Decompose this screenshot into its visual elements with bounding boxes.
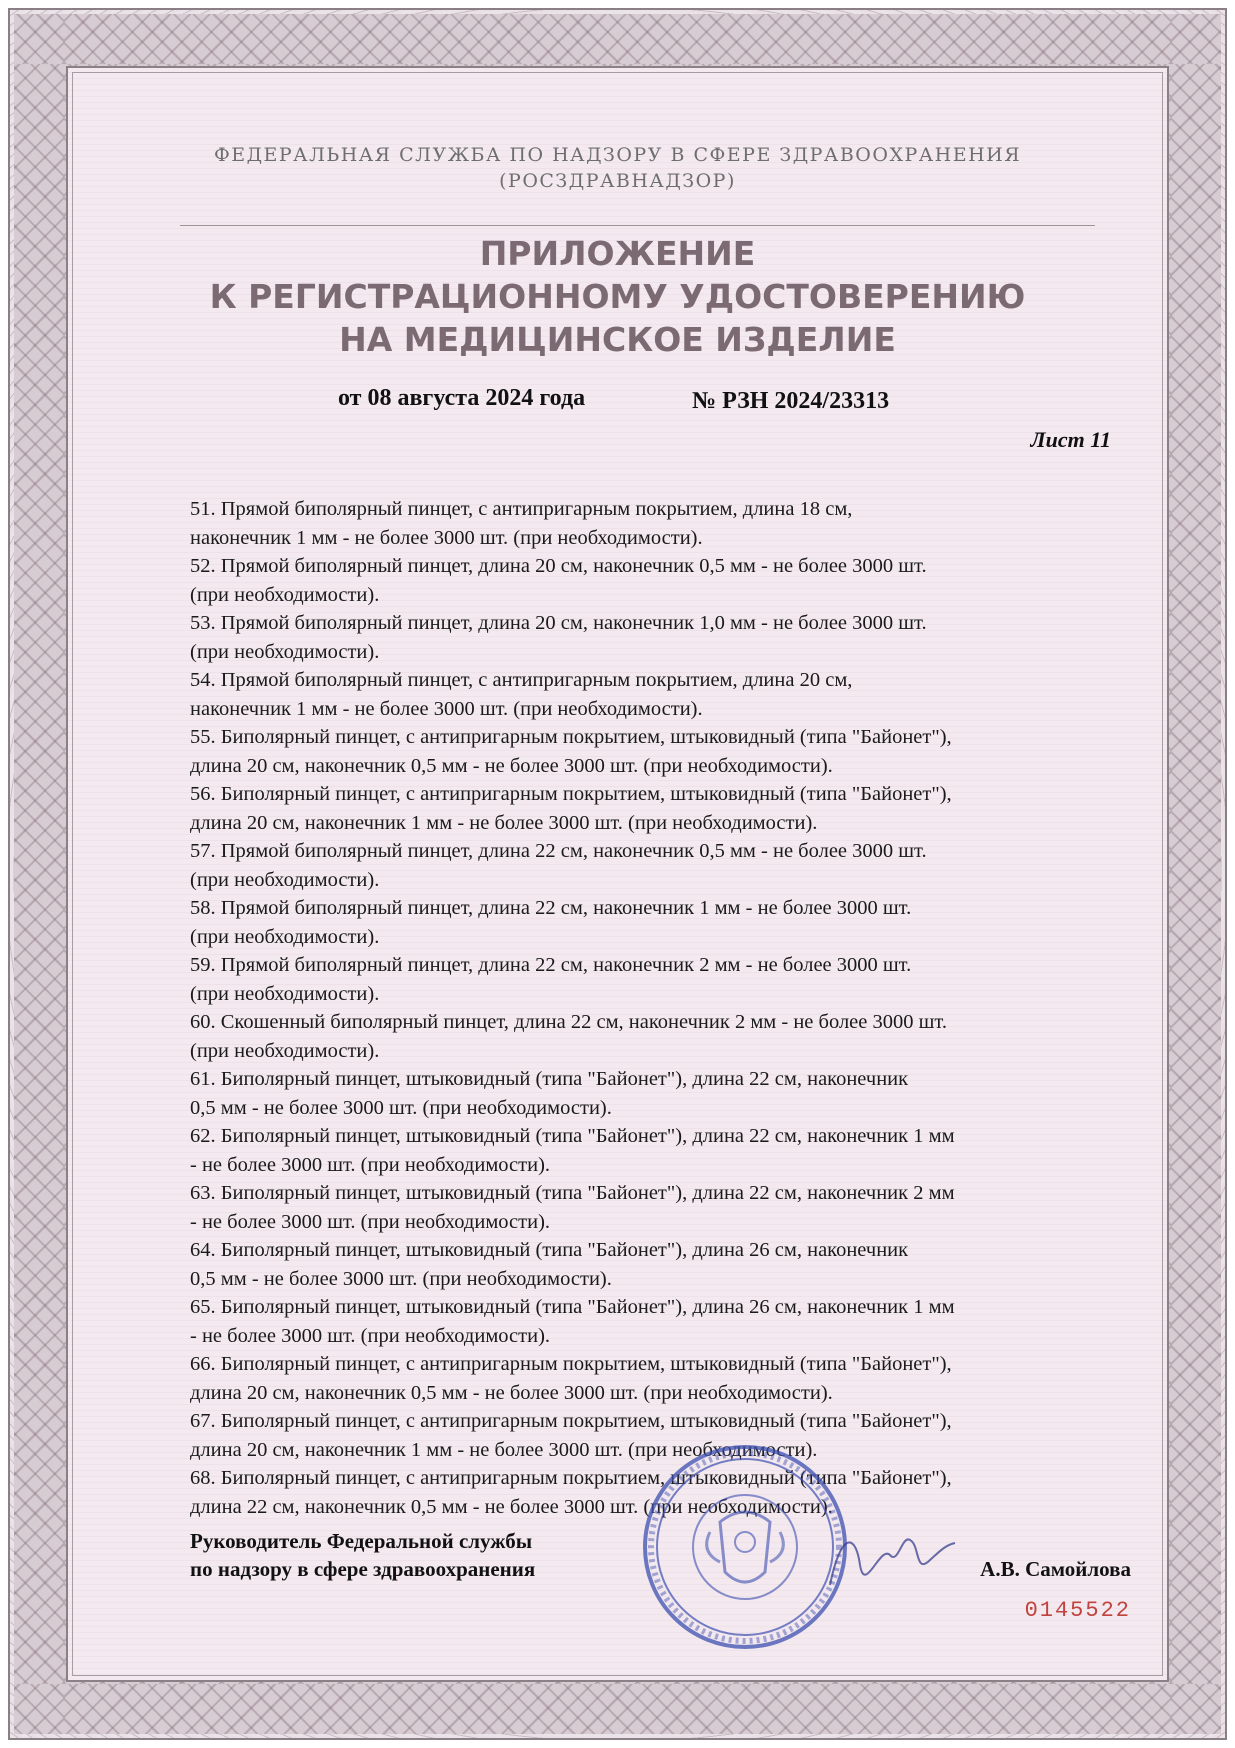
position-line-1: Руководитель Федеральной службы [190,1529,533,1553]
list-item: 54. Прямой биполярный пинцет, с антипригарным покрытием, длина 20 см, наконечник 1 мм - не более 3000 шт. (при необходимости). [190,669,853,720]
position-line-2: по надзору в сфере здравоохранения [190,1557,536,1581]
agency-abbreviation: (РОСЗДРАВНАДЗОР) [499,170,736,192]
agency-header [120,142,1115,194]
list-item: 67. Биполярный пинцет, с антипригарным покрытием, штыковидный (типа "Байонет"), длина 20 см, наконечник 1 мм - не более 3000 шт. (при необходимости). [190,1410,952,1461]
list-item: 57. Прямой биполярный пинцет, длина 22 см, наконечник 0,5 мм - не более 3000 шт. (при необходимости). [190,840,927,891]
device-list [190,495,1125,1521]
registration-number: № РЗН 2024/23313 [692,388,890,414]
list-item: 55. Биполярный пинцет, с антипригарным покрытием, штыковидный (типа "Байонет"), длина 20 см, наконечник 0,5 мм - не более 3000 шт. (при необходимости). [190,726,952,777]
list-item: 68. Биполярный пинцет, с антипригарным покрытием, штыковидный (типа "Байонет"), длина 22 см, наконечник 0,5 мм - не более 3000 шт. (при необходимости). [190,1467,952,1518]
agency-name: ФЕДЕРАЛЬНАЯ СЛУЖБА ПО НАДЗОРУ В СФЕРЕ ЗДРАВООХРАНЕНИЯ [213,144,1022,166]
list-item: 60. Скошенный биполярный пинцет, длина 22 см, наконечник 2 мм - не более 3000 шт. (при необходимости). [190,1011,947,1062]
signatory-name: А.В. Самойлова [980,1557,1131,1581]
list-item: 51. Прямой биполярный пинцет, с антипригарным покрытием, длина 18 см, наконечник 1 мм - не более 3000 шт. (при необходимости). [190,498,853,549]
list-item: 53. Прямой биполярный пинцет, длина 20 см, наконечник 1,0 мм - не более 3000 шт. (при необходимости). [190,612,927,663]
blank-serial-number: 0145522 [1024,1598,1131,1623]
list-item: 63. Биполярный пинцет, штыковидный (типа "Байонет"), длина 22 см, наконечник 2 мм - не более 3000 шт. (при необходимости). [190,1182,955,1233]
registration-date: от 08 августа 2024 года [338,385,586,411]
title-line-3: НА МЕДИЦИНСКОЕ ИЗДЕЛИЕ [339,320,896,359]
signatory-position [190,1527,535,1583]
sheet-number: Лист 11 [1030,427,1111,452]
list-item: 58. Прямой биполярный пинцет, длина 22 см, наконечник 1 мм - не более 3000 шт. (при необходимости). [190,897,912,948]
list-item: 62. Биполярный пинцет, штыковидный (типа "Байонет"), длина 22 см, наконечник 1 мм - не более 3000 шт. (при необходимости). [190,1125,955,1176]
list-item: 61. Биполярный пинцет, штыковидный (типа "Байонет"), длина 22 см, наконечник 0,5 мм - не более 3000 шт. (при необходимости). [190,1068,909,1119]
list-item: 52. Прямой биполярный пинцет, длина 20 см, наконечник 0,5 мм - не более 3000 шт. (при необходимости). [190,555,927,606]
list-item: 59. Прямой биполярный пинцет, длина 22 см, наконечник 2 мм - не более 3000 шт. (при необходимости). [190,954,912,1005]
list-item: 66. Биполярный пинцет, с антипригарным покрытием, штыковидный (типа "Байонет"), длина 20 см, наконечник 0,5 мм - не более 3000 шт. (при необходимости). [190,1353,952,1404]
list-item: 65. Биполярный пинцет, штыковидный (типа "Байонет"), длина 26 см, наконечник 1 мм - не более 3000 шт. (при необходимости). [190,1296,955,1347]
title-line-2: К РЕГИСТРАЦИОННОМУ УДОСТОВЕРЕНИЮ [209,277,1026,316]
list-item: 56. Биполярный пинцет, с антипригарным покрытием, штыковидный (типа "Байонет"), длина 20 см, наконечник 1 мм - не более 3000 шт. (при необходимости). [190,783,952,834]
list-item: 64. Биполярный пинцет, штыковидный (типа "Байонет"), длина 26 см, наконечник 0,5 мм - не более 3000 шт. (при необходимости). [190,1239,909,1290]
document-title [120,232,1115,361]
header-divider [180,225,1095,226]
title-line-1: ПРИЛОЖЕНИЕ [479,234,756,273]
